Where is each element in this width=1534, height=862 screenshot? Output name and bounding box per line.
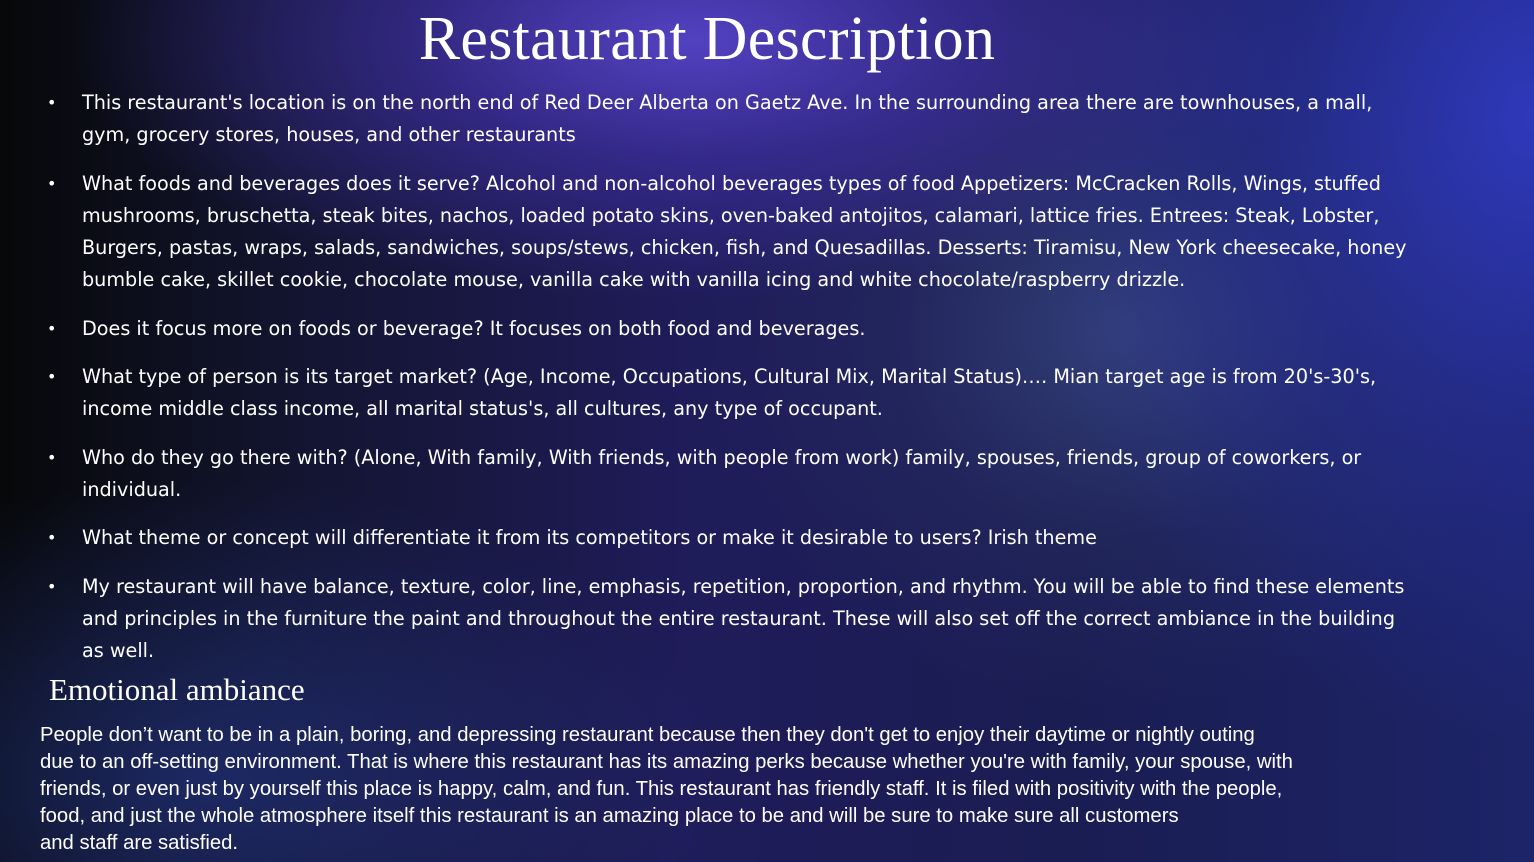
- paragraph-line: due to an off-setting environment. That is where this restaurant has its amazing perks because whether you're with family, your spouse, with: [40, 751, 1293, 773]
- bullet-location: [47, 87, 1422, 152]
- bullet-theme: [47, 522, 1422, 554]
- bullet-companions: [47, 442, 1422, 507]
- bullet-dot-icon: •: [47, 367, 57, 387]
- emotional-ambiance-paragraph: [40, 722, 1340, 857]
- bullet-foods-beverages: [47, 168, 1422, 297]
- paragraph-line: People don’t want to be in a plain, boring, and depressing restaurant because then they don't get to enjoy their daytime or nightly outing: [40, 724, 1255, 746]
- bullet-target-market: [47, 361, 1422, 426]
- bullet-list: [47, 87, 1422, 683]
- bullet-text: What foods and beverages does it serve? Alcohol and non-alcohol beverages types of food Appetizers: McCracken Rolls, Wings, stuffed mushrooms, bruschetta, steak bites, nachos, loaded potato skins, oven-baked antojitos, calamari, lattice fries. Entrees: Steak, Lobster, Burgers, pastas, wraps, salads, sandwiches, soups/stews, chicken, fish, and Quesadillas. Desserts: Tiramisu, New York cheesecake, honey bumble cake, skillet cookie, chocolate mouse, vanilla cake with vanilla icing and white chocolate/raspberry drizzle.: [82, 171, 1407, 292]
- paragraph-line: and staff are satisfied.: [40, 832, 239, 854]
- bullet-dot-icon: •: [47, 173, 57, 193]
- bullet-dot-icon: •: [47, 447, 57, 467]
- paragraph-line: friends, or even just by yourself this place is happy, calm, and fun. This restaurant has friendly staff. It is filed with positivity with the people,: [40, 778, 1283, 800]
- bullet-dot-icon: •: [47, 318, 57, 338]
- bullet-focus: [47, 313, 1422, 345]
- section-heading: Emotional ambiance: [49, 672, 305, 707]
- bullet-dot-icon: •: [47, 576, 57, 596]
- bullet-text: This restaurant's location is on the north end of Red Deer Alberta on Gaetz Ave. In the surrounding area there are townhouses, a mall, gym, grocery stores, houses, and other restaurants: [82, 91, 1373, 147]
- bullet-dot-icon: •: [47, 93, 57, 112]
- bullet-text: What type of person is its target market? (Age, Income, Occupations, Cultural Mix, Marital Status)…. Mian target age is from 20's-30's, income middle class income, all marital status's, all cultures, any type of occupant.: [82, 365, 1377, 421]
- slide-title: Restaurant Description: [418, 5, 996, 73]
- bullet-text: Who do they go there with? (Alone, With family, With friends, with people from work) family, spouses, friends, group of coworkers, or individual.: [82, 445, 1362, 501]
- bullet-dot-icon: •: [47, 528, 57, 548]
- bullet-text: My restaurant will have balance, texture, color, line, emphasis, repetition, proportion, and rhythm. You will be able to find these elements and principles in the furniture the paint and throughout the entire restaurant. These will also set off the correct ambiance in the building as well.: [82, 574, 1405, 663]
- bullet-text: Does it focus more on foods or beverage? It focuses on both food and beverages.: [82, 316, 866, 340]
- paragraph-line: food, and just the whole atmosphere itself this restaurant is an amazing place to be and will be sure to make sure all customers: [40, 805, 1179, 827]
- bullet-text: What theme or concept will differentiate it from its competitors or make it desirable to users? Irish theme: [82, 526, 1097, 550]
- bullet-design-elements: [47, 571, 1422, 668]
